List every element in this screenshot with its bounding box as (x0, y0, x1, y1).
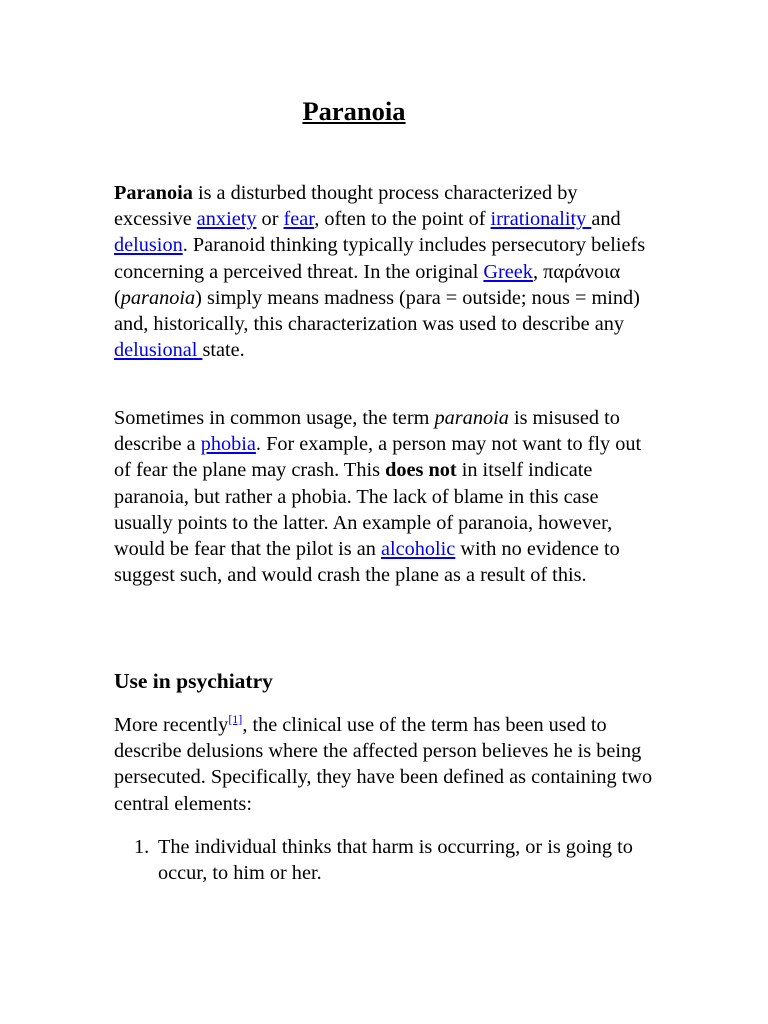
intro-paragraph (114, 180, 654, 363)
psychiatry-text-1: More recently (114, 714, 229, 736)
list-item (114, 834, 654, 886)
psychiatry-text-2: , the clinical use of the term has been used to describe delusions where the affected person believes he is being persecuted. Specifically, they have been defined as containing two central elements: (114, 714, 653, 815)
misuse-text-5: with no evidence to suggest such, and would crash the plane as a result of this. (114, 538, 620, 587)
misuse-bold-does-not: does not (385, 459, 457, 482)
criteria-list (114, 834, 654, 886)
page-title: Paranoia (302, 96, 406, 126)
reference-link-1[interactable]: [1] (228, 712, 243, 726)
term-bold: Paranoia (114, 182, 193, 204)
section-heading-psychiatry: Use in psychiatry (114, 669, 273, 693)
list-item-text: The individual thinks that harm is occurring, or is going to occur, to him or her. (158, 836, 633, 885)
misuse-text-3: . For example, a person may not want to fly out of fear the plane may crash. This (114, 433, 642, 482)
misuse-italic-paranoia: paranoia (434, 407, 509, 429)
link-delusion[interactable]: delusion (114, 234, 183, 257)
link-greek[interactable]: Greek (483, 260, 533, 283)
link-delusional[interactable]: delusional (114, 339, 203, 362)
link-anxiety[interactable]: anxiety (196, 208, 257, 231)
intro-text-5: . Paranoid thinking typically includes persecutory beliefs concerning a perceived threat. In the original (114, 234, 646, 283)
misuse-text-4: in itself indicate paranoia, but rather a phobia. The lack of blame in this case usually points to the latter. An example of paranoia, however, would be fear that the pilot is an (114, 459, 613, 561)
intro-text-4: and (591, 208, 621, 231)
link-irrationality[interactable]: irrationality (490, 208, 592, 231)
intro-text-2: or (256, 208, 284, 231)
misuse-text-1: Sometimes in common usage, the term (114, 407, 435, 429)
link-alcoholic[interactable]: alcoholic (380, 538, 456, 561)
intro-text-7: ) simply means madness (para = outside; nous = mind) and, historically, this characterization was used to describe any (114, 286, 640, 336)
misuse-paragraph (114, 405, 654, 588)
intro-text-6: , παράνοια ( (114, 260, 621, 309)
intro-text-3: , often to the point of (314, 208, 491, 231)
intro-text-1: is a disturbed thought process characterized by excessive (114, 182, 578, 231)
list-item-number: 1. (134, 836, 150, 858)
psychiatry-paragraph (114, 712, 654, 817)
intro-italic-paranoia: paranoia (120, 286, 196, 309)
link-phobia[interactable]: phobia (200, 433, 256, 456)
intro-text-8: state. (202, 339, 245, 362)
misuse-text-2: is misused to describe a (114, 407, 620, 456)
link-fear[interactable]: fear (283, 208, 315, 231)
